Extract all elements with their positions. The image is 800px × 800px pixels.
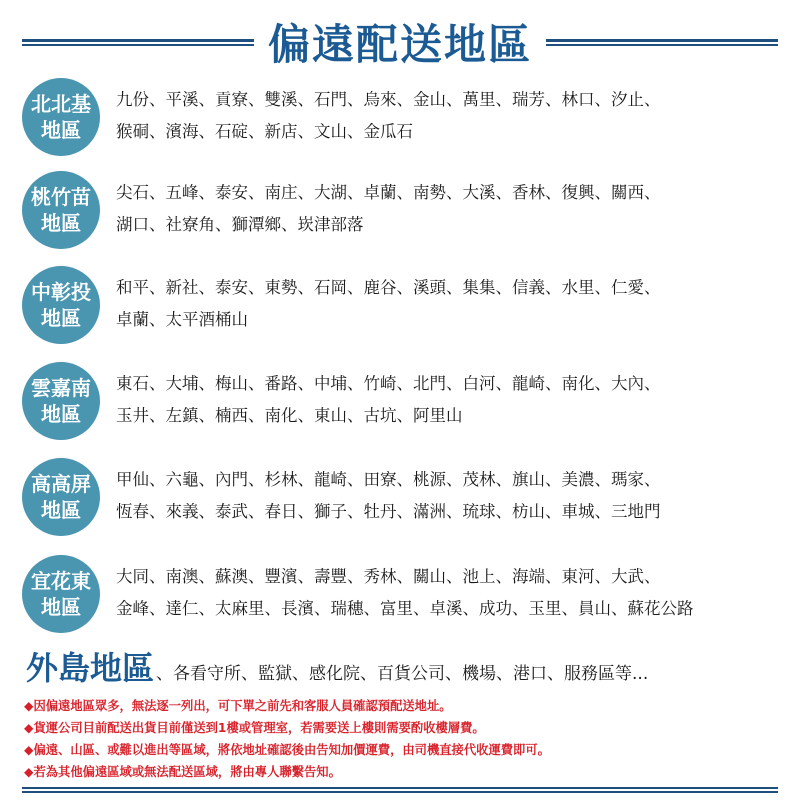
region-row-central [22, 266, 792, 346]
region-badge-suffix: 地區 [41, 595, 81, 619]
region-badge [22, 555, 100, 633]
region-badge [22, 78, 100, 156]
region-area-line: 湖口、社寮角、獅潭鄉、崁津部落 [116, 215, 364, 234]
region-area-list [116, 177, 792, 241]
bottom-rule [22, 787, 778, 793]
region-badge-name: 高高屏 [31, 472, 91, 496]
region-row-kaohsiung-pingtung [22, 458, 792, 538]
region-area-list [116, 272, 792, 336]
note-item: ◆偏遠、山區、或難以進出等區域，將依地址確認後由告知加價運費，由司機直接代收運費即可。 [24, 743, 550, 757]
region-area-line: 卓蘭、太平酒桶山 [116, 310, 248, 329]
region-badge-suffix: 地區 [41, 211, 81, 235]
region-badge-suffix: 地區 [41, 118, 81, 142]
region-area-line: 金峰、達仁、太麻里、長濱、瑞穗、富里、卓溪、成功、玉里、員山、蘇花公路 [116, 599, 694, 618]
title-rule-left [22, 39, 254, 46]
region-badge [22, 266, 100, 344]
region-area-list [116, 464, 792, 528]
region-row-yunlin-chiayi-tainan [22, 362, 792, 442]
region-area-list [116, 84, 792, 148]
region-badge-suffix: 地區 [41, 306, 81, 330]
outer-islands-list: 、各看守所、監獄、感化院、百貨公司、機場、港口、服務區等... [156, 664, 649, 684]
notes-list [24, 695, 784, 783]
region-badge-suffix: 地區 [41, 498, 81, 522]
note-item: ◆因偏遠地區眾多，無法逐一列出，可下單之前先和客服人員確認預配送地址。 [24, 699, 452, 713]
region-area-line: 玉井、左鎮、楠西、南化、東山、古坑、阿里山 [116, 406, 463, 425]
region-row-yilan-hualien-taitung [22, 555, 792, 635]
outer-islands-row [26, 640, 786, 688]
region-badge [22, 171, 100, 249]
region-badge [22, 362, 100, 440]
region-badge-suffix: 地區 [41, 402, 81, 426]
region-area-line: 尖石、五峰、泰安、南庄、大湖、卓蘭、南勢、大溪、香林、復興、關西、 [116, 183, 661, 202]
title-rule-right [546, 39, 778, 46]
region-area-list [116, 368, 792, 432]
page-title: 偏遠配送地區 [268, 20, 533, 69]
region-area-line: 甲仙、六龜、內門、杉林、龍崎、田寮、桃源、茂林、旗山、美濃、瑪家、 [116, 470, 661, 489]
note-item: ◆若為其他偏遠區域或無法配送區域，將由專人聯繫告知。 [24, 765, 341, 779]
region-badge-name: 中彰投 [31, 280, 91, 304]
outer-islands-title: 外島地區 [26, 649, 155, 687]
region-area-line: 猴硐、濱海、石碇、新店、文山、金瓜石 [116, 122, 413, 141]
region-badge [22, 458, 100, 536]
region-row-taoyuan-hsinchu-miaoli [22, 171, 792, 251]
region-badge-name: 宜花東 [31, 569, 91, 593]
region-badge-name: 桃竹苗 [31, 185, 91, 209]
note-item: ◆貨運公司目前配送出貨目前僅送到1樓或管理室，若需要送上樓則需要酌收樓層費。 [24, 721, 485, 735]
region-area-line: 和平、新社、泰安、東勢、石岡、鹿谷、溪頭、集集、信義、水里、仁愛、 [116, 278, 661, 297]
region-badge-name: 雲嘉南 [31, 376, 91, 400]
region-area-list [116, 561, 792, 625]
region-badge-name: 北北基 [31, 92, 91, 116]
region-area-line: 東石、大埔、梅山、番路、中埔、竹崎、北門、白河、龍崎、南化、大內、 [116, 374, 661, 393]
region-row-north [22, 78, 792, 158]
region-area-line: 恆春、來義、泰武、春日、獅子、牡丹、滿洲、琉球、枋山、車城、三地門 [116, 502, 661, 521]
region-area-line: 九份、平溪、貢寮、雙溪、石門、烏來、金山、萬里、瑞芳、林口、汐止、 [116, 90, 661, 109]
title-banner [22, 12, 778, 72]
region-area-line: 大同、南澳、蘇澳、豐濱、壽豐、秀林、關山、池上、海端、東河、大武、 [116, 567, 661, 586]
